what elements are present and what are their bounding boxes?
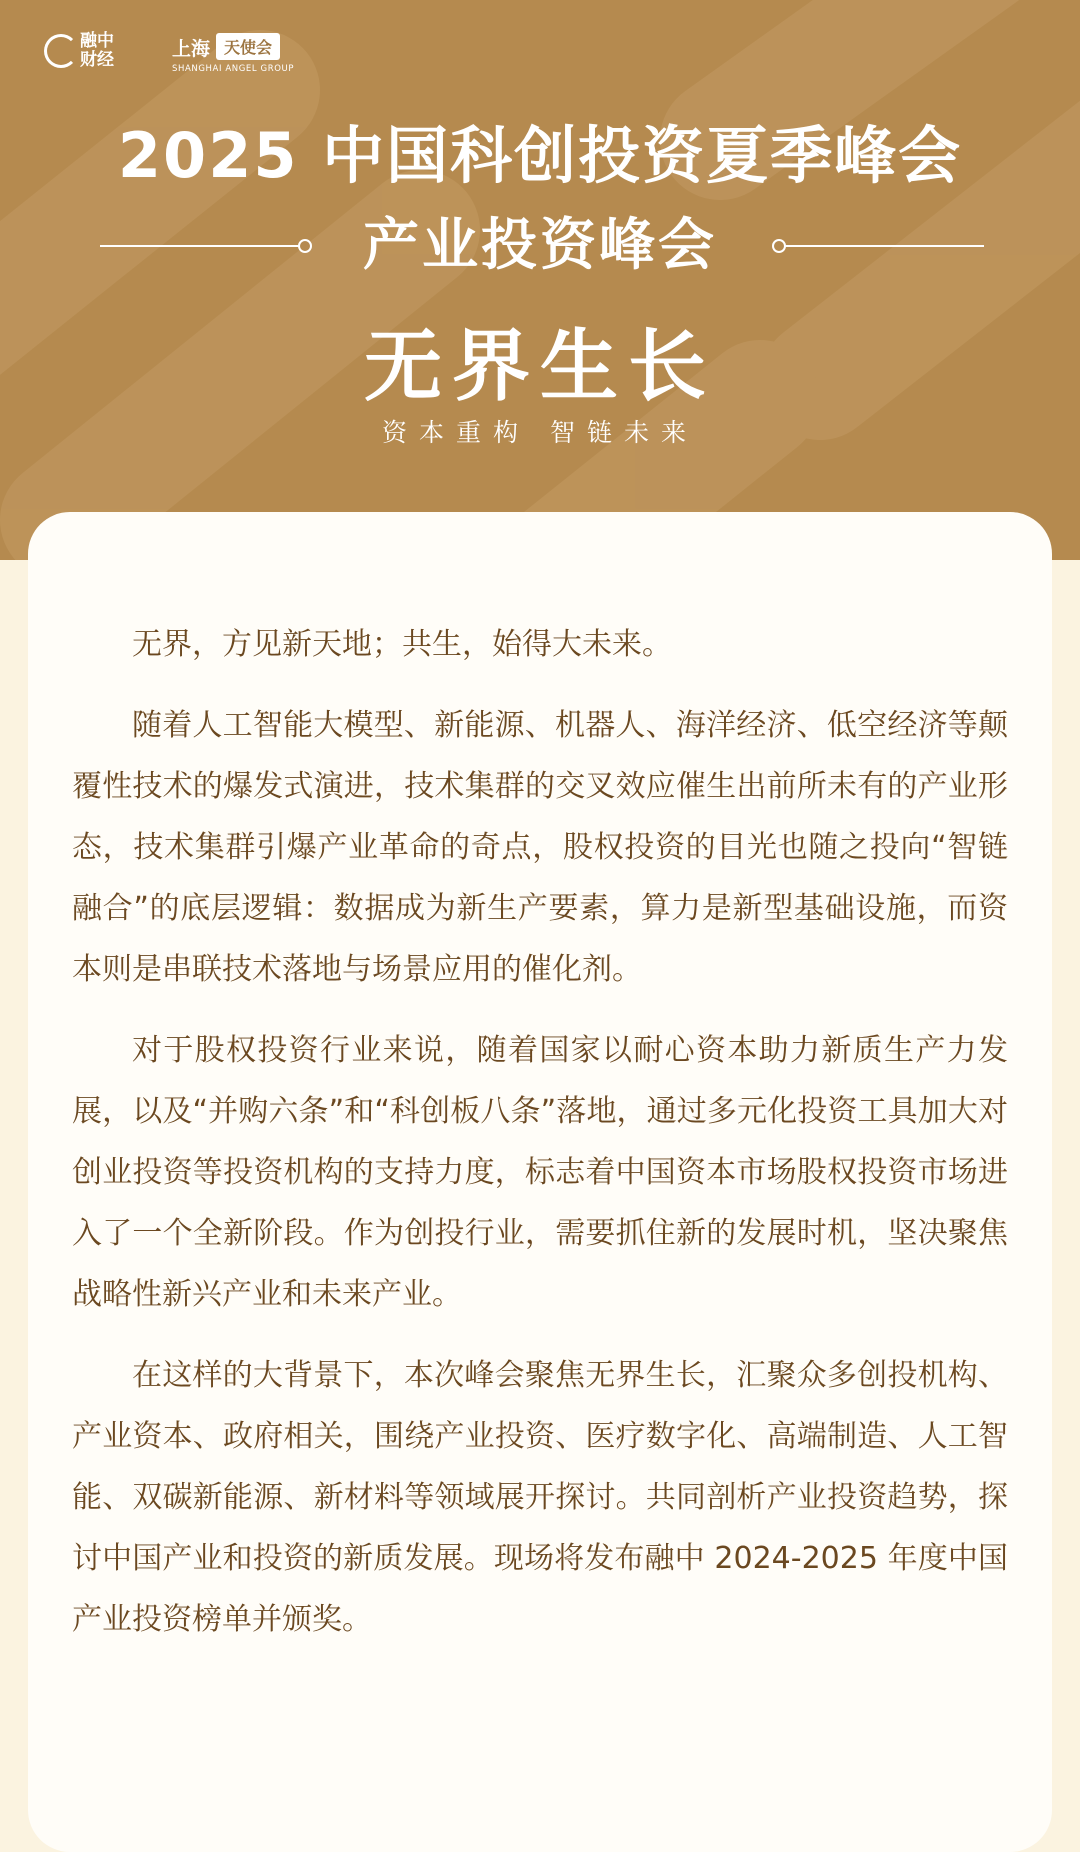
paragraph-1: 无界，方见新天地；共生，始得大未来。 xyxy=(132,627,672,662)
main-title: 2025 中国科创投资夏季峰会 xyxy=(117,119,963,192)
angel-logo-subtitle: SHANGHAI ANGEL GROUP xyxy=(172,64,295,74)
angel-group-logo xyxy=(172,30,332,76)
right-divider-line xyxy=(784,245,984,247)
subtitle-row xyxy=(0,210,1080,282)
theme-tagline: 资本重构 智链未来 xyxy=(382,418,698,447)
rongzhong-g-icon xyxy=(44,34,78,68)
rongzhong-logo-text: 融中财经 xyxy=(80,31,114,70)
subtitle: 产业投资峰会 xyxy=(363,213,717,278)
rongzhong-logo xyxy=(44,28,154,76)
paragraph-3: 对于股权投资行业来说，随着国家以耐心资本助力新质生产力发展，以及“并购六条”和“科创板八条”落地，通过多元化投资工具加大对创业投资等投资机构的支持力度，标志着中国资本市场股权投资市场进入了一个全新阶段。作为创投行业，需要抓住新的发展时机，坚决聚焦战略性新兴产业和未来产业。 xyxy=(72,1033,1008,1312)
angel-logo-city: 上海 xyxy=(172,38,211,60)
angel-logo-name: 天使会 xyxy=(216,33,280,60)
theme-title: 无界生长 xyxy=(363,322,716,412)
article-body xyxy=(72,614,1008,1670)
paragraph-4: 在这样的大背景下，本次峰会聚焦无界生长，汇聚众多创投机构、产业资本、政府相关，围绕产业投资、医疗数字化、高端制造、人工智能、双碳新能源、新材料等领域展开探讨。共同剖析产业投资趋势，探讨中国产业和投资的新质发展。现场将发布融中 2024-2025 年度中国产业投资榜单并颁奖。 xyxy=(72,1358,1008,1637)
header-banner xyxy=(0,0,1080,560)
paragraph-2: 随着人工智能大模型、新能源、机器人、海洋经济、低空经济等颠覆性技术的爆发式演进，技术集群的交叉效应催生出前所未有的产业形态，技术集群引爆产业革命的奇点，股权投资的目光也随之投向“智链融合”的底层逻辑：数据成为新生产要素，算力是新型基础设施，而资本则是串联技术落地与场景应用的催化剂。 xyxy=(72,708,1008,987)
